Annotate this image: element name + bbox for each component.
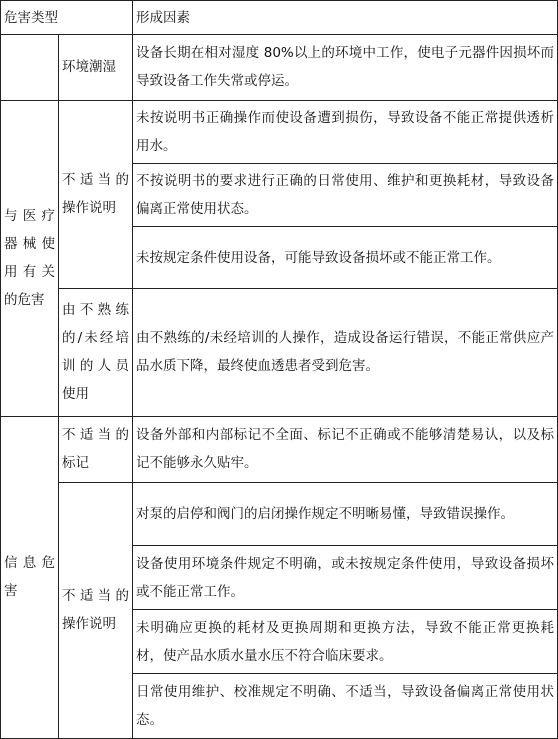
table-row [1, 100, 558, 163]
hazard-subtype: 不适当的操作说明 [59, 100, 133, 289]
header-hazard-type: 危害类型 [1, 1, 133, 35]
hazard-factor: 由不熟练的/未经培训的人操作，造成设备运行错误，不能正常供应产品水质下降，最终使血透患者受到危害。 [133, 289, 558, 416]
header-factors: 形成因素 [133, 1, 558, 35]
hazard-factor: 不按说明书的要求进行正确的日常使用、维护和更换耗材，导致设备偏离正常使用状态。 [133, 163, 558, 226]
hazard-subtype: 不适当的标记 [59, 416, 133, 482]
hazard-factor: 日常使用维护、校准规定不明确、不适当，导致设备偏离正常使用状态。 [133, 673, 558, 738]
hazard-factor: 未按说明书正确操作而使设备遭到损伤，导致设备不能正常提供透析用水。 [133, 100, 558, 163]
table-row [1, 289, 558, 416]
hazard-factor: 对泵的启停和阀门的启闭操作规定不明晰易懂，导致错误操作。 [133, 482, 558, 545]
hazard-factor: 设备外部和内部标记不全面、标记不正确或不能够清楚易认，以及标记不能够永久贴牢。 [133, 416, 558, 482]
hazard-category: 与医疗器械使用有关的危害 [1, 100, 59, 416]
hazard-factor: 设备使用环境条件规定不明确，或未按规定条件使用，导致设备损坏或不能正常工作。 [133, 546, 558, 610]
hazard-subtype: 不适当的操作说明 [59, 482, 133, 738]
hazard-subtype: 由不熟练的/未经培训的人员使用 [59, 289, 133, 416]
table-header-row [1, 1, 558, 35]
table-row [1, 416, 558, 482]
table-row [1, 482, 558, 545]
empty-cell [1, 35, 59, 100]
hazard-factor: 未按规定条件使用设备，可能导致设备损坏或不能正常工作。 [133, 226, 558, 288]
table-row [1, 35, 558, 100]
hazard-subtype: 环境潮湿 [59, 35, 133, 100]
hazard-category: 信息危害 [1, 416, 59, 738]
hazard-factor: 设备长期在相对湿度 80%以上的环境中工作，使电子元器件因损坏而导致设备工作失常或停运。 [133, 35, 558, 100]
hazard-factor: 未明确应更换的耗材及更换周期和更换方法，导致不能正常更换耗材，使产品水质水量水压不符合临床要求。 [133, 610, 558, 673]
